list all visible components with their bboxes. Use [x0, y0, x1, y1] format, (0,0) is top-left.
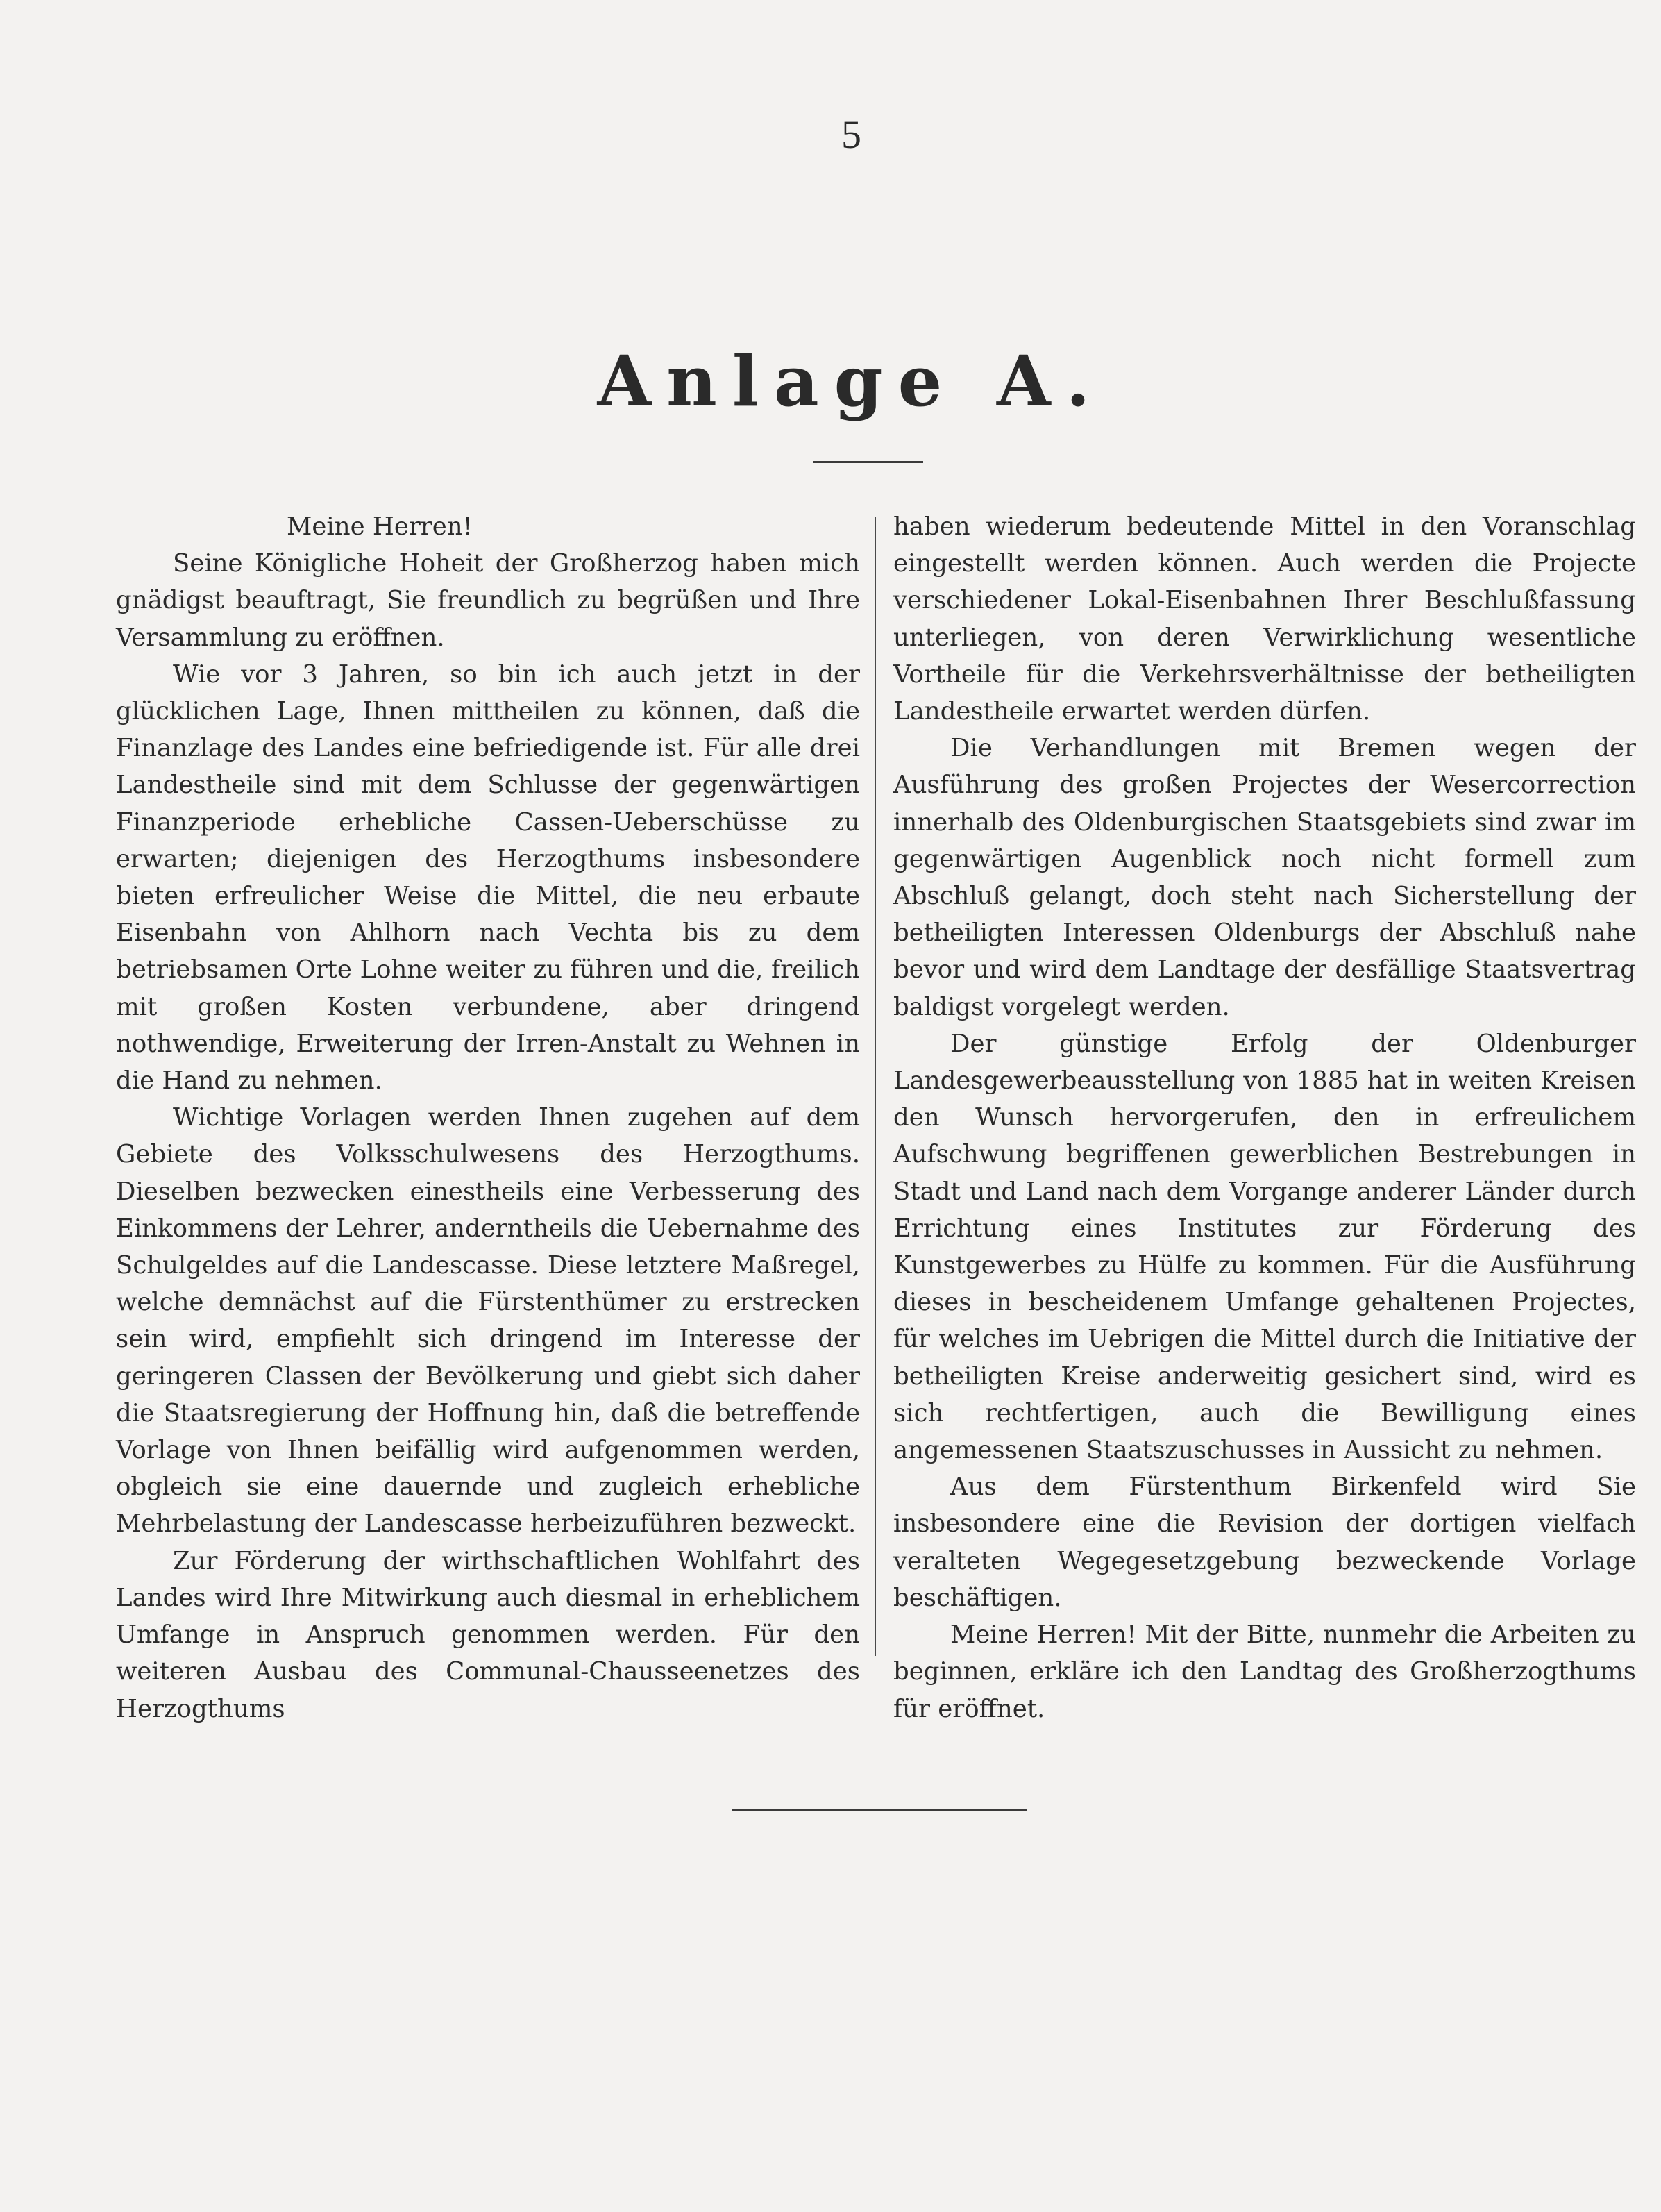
- right-column: [893, 508, 1636, 1727]
- paragraph: Aus dem Fürstenthum Birkenfeld wird Sie insbesondere eine die Revision der dortigen vielfach veralteten Wegegesetzgebung bezweckende Vorlage beschäftigen.: [893, 1473, 1636, 1612]
- paragraph: Die Verhandlungen mit Bremen wegen der Ausführung des großen Projectes der Wesercorrection innerhalb des Oldenburgischen Staatsgebiets sind zwar im gegenwärtigen Augenblick noch nicht formell zum Abschluß gelangt, doch steht nach Sicherstellung der betheiligten Interessen Oldenburgs der Abschluß nahe bevor und wird dem Landtage der desfällige Staatsvertrag baldigst vorgelegt werden.: [893, 734, 1636, 1021]
- salutation: Meine Herren!: [287, 512, 473, 541]
- closing-rule: [732, 1809, 1027, 1811]
- paragraph: Wichtige Vorlagen werden Ihnen zugehen auf dem Gebiete des Volksschulwesens des Herzogthums. Dieselben bezwecken einestheils eine Verbesserung des Einkommens der Lehrer, anderntheils die Uebernahme des Schulgeldes auf die Landescasse. Diese letztere Maßregel, welche demnächst auf die Fürstenthümer zu erstrecken sein wird, empfiehlt sich dringend im Interesse der geringeren Classen der Bevölkerung und giebt sich daher die Staatsregierung der Hoffnung hin, daß die betreffende Vorlage von Ihnen beifällig wird aufgenommen werden, obgleich sie eine dauernde und zugleich erhebliche Mehrbelastung der Landescasse herbeizuführen bezweckt.: [116, 1103, 860, 1539]
- paragraph: Wie vor 3 Jahren, so bin ich auch jetzt in der glücklichen Lage, Ihnen mittheilen zu können, daß die Finanzlage des Landes eine befriedigende ist. Für alle drei Landestheile sind mit dem Schlusse der gegenwärtigen Finanzperiode erhebliche Cassen-Ueberschüsse zu erwarten; diejenigen des Herzogthums insbesondere bieten erfreulicher Weise die Mittel, die neu erbaute Eisenbahn von Ahlhorn nach Vechta bis zu dem betriebsamen Orte Lohne weiter zu führen und die, freilich mit großen Kosten verbundene, aber dringend nothwendige, Erweiterung der Irren-Anstalt zu Wehnen in die Hand zu nehmen.: [116, 660, 860, 1096]
- page-number: 5: [841, 112, 861, 157]
- left-column: [116, 508, 860, 1727]
- title-rule: [813, 461, 923, 463]
- paragraph: Der günstige Erfolg der Oldenburger Landesgewerbeausstellung von 1885 hat in weiten Kreisen den Wunsch hervorgerufen, den in erfreulichem Aufschwung begriffenen gewerblichen Bestrebungen in Stadt und Land nach dem Vorgange anderer Länder durch Errichtung eines Institutes zur Förderung des Kunstgewerbes zu Hülfe zu kommen. Für die Ausführung dieses in bescheidenem Umfange gehaltenen Projectes, für welches im Uebrigen die Mittel durch die Initiative der betheiligten Kreise anderweitig gesichert sind, wird es sich rechtfertigen, auch die Bewilligung eines angemessenen Staatszuschusses in Aussicht zu nehmen.: [893, 1029, 1636, 1465]
- page-title: Anlage A.: [597, 340, 1106, 422]
- paragraph: Meine Herren! Mit der Bitte, nunmehr die Arbeiten zu beginnen, erkläre ich den Landtag des Großherzogthums für eröffnet.: [893, 1620, 1636, 1723]
- paragraph-continuation: haben wiederum bedeutende Mittel in den Voranschlag eingestellt werden können. Auch werden die Projecte verschiedener Lokal-Eisenbahnen Ihrer Beschlußfassung unterliegen, von deren Verwirklichung wesentliche Vortheile für die Verkehrsverhältnisse der betheiligten Landestheile erwartet werden dürfen.: [893, 512, 1636, 726]
- paragraph: Zur Förderung der wirthschaftlichen Wohlfahrt des Landes wird Ihre Mitwirkung auch diesmal in erheblichem Umfange in Anspruch genommen werden. Für den weiteren Ausbau des Communal-Chausseenetzes des Herzogthums: [116, 1546, 860, 1723]
- column-divider: [875, 517, 876, 1656]
- paragraph: Seine Königliche Hoheit der Großherzog haben mich gnädigst beauftragt, Sie freundlich zu begrüßen und Ihre Versammlung zu eröffnen.: [116, 549, 860, 652]
